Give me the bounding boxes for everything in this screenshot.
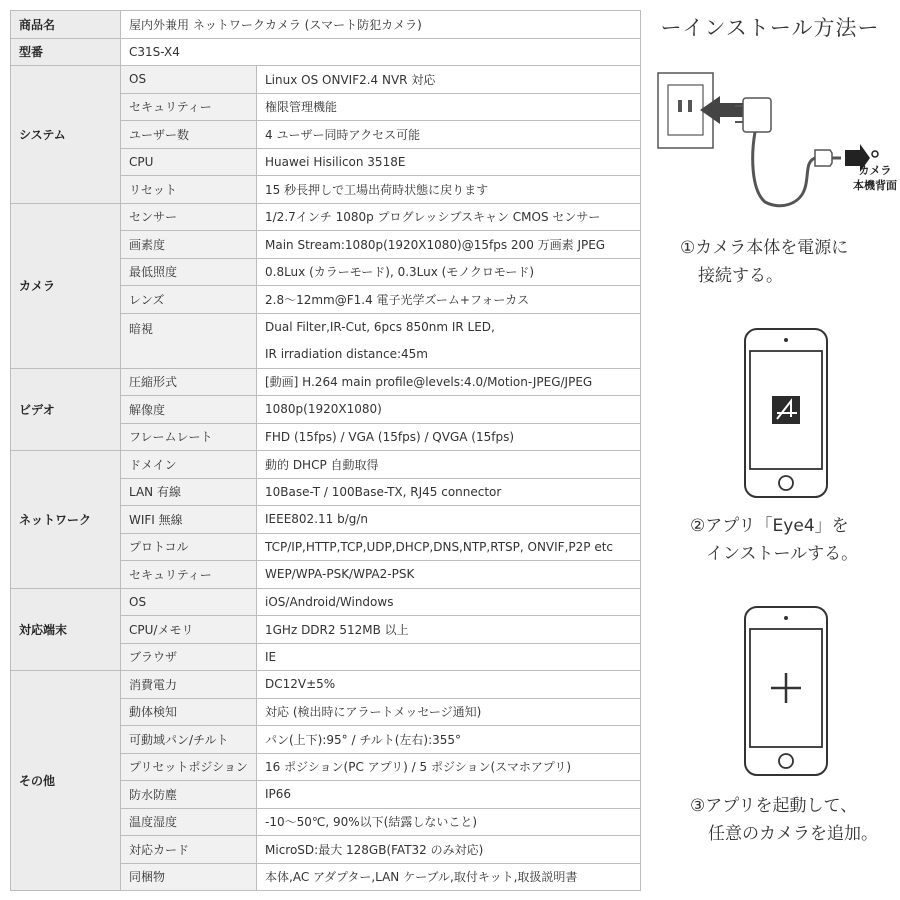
spec-value: 1/2.7インチ 1080p プログレッシブスキャン CMOS センサー bbox=[257, 203, 641, 231]
spec-value: 動的 DHCP 自動取得 bbox=[257, 451, 641, 479]
spec-category: 対応端末 bbox=[11, 588, 121, 671]
spec-label: 暗視 bbox=[121, 313, 257, 368]
spec-label: 防水防塵 bbox=[121, 781, 257, 809]
spec-value: 本体,AC アダプター,LAN ケーブル,取付キット,取扱説明書 bbox=[257, 863, 641, 891]
install-panel bbox=[650, 0, 900, 900]
spec-value: 屋内外兼用 ネットワークカメラ (スマート防犯カメラ) bbox=[121, 11, 641, 39]
spec-value: Huawei Hisilicon 3518E bbox=[257, 148, 641, 176]
diagram-label-rear: 本機背面 bbox=[853, 179, 897, 192]
spec-value: IP66 bbox=[257, 781, 641, 809]
spec-value: TCP/IP,HTTP,TCP,UDP,DHCP,DNS,NTP,RTSP, ONVIF,P2P etc bbox=[257, 533, 641, 561]
spec-value: 0.8Lux (カラーモード), 0.3Lux (モノクロモード) bbox=[257, 258, 641, 286]
spec-label: 圧縮形式 bbox=[121, 368, 257, 396]
diagram-label-camera: カメラ bbox=[858, 164, 892, 177]
spec-value: パン(上下):95° / チルト(左右):355° bbox=[257, 726, 641, 754]
spec-value: IEEE802.11 b/g/n bbox=[257, 506, 641, 534]
spec-category: 商品名 bbox=[11, 11, 121, 39]
spec-label: 解像度 bbox=[121, 396, 257, 424]
spec-label: ドメイン bbox=[121, 451, 257, 479]
spec-value: C31S-X4 bbox=[121, 38, 641, 66]
spec-value: Main Stream:1080p(1920X1080)@15fps 200 万画素 JPEG bbox=[257, 231, 641, 259]
spec-value: Linux OS ONVIF2.4 NVR 対応 bbox=[257, 66, 641, 94]
spec-value: DC12V±5% bbox=[257, 671, 641, 699]
spec-value: 対応 (検出時にアラートメッセージ通知) bbox=[257, 698, 641, 726]
spec-value: 1080p(1920X1080) bbox=[257, 396, 641, 424]
step-1-line-2: 接続する。 bbox=[698, 266, 783, 286]
spec-value: 4 ユーザー同時アクセス可能 bbox=[257, 121, 641, 149]
spec-value: 10Base-T / 100Base-TX, RJ45 connector bbox=[257, 478, 641, 506]
spec-category: 型番 bbox=[11, 38, 121, 66]
spec-label: OS bbox=[121, 588, 257, 616]
phone-add-icon bbox=[743, 605, 829, 777]
spec-row bbox=[11, 203, 641, 231]
spec-table-body bbox=[11, 11, 641, 891]
spec-label: 最低照度 bbox=[121, 258, 257, 286]
spec-value: 権限管理機能 bbox=[257, 93, 641, 121]
spec-value bbox=[257, 313, 641, 368]
spec-value-line: IR irradiation distance:45m bbox=[265, 346, 428, 361]
spec-label: LAN 有線 bbox=[121, 478, 257, 506]
spec-row bbox=[11, 38, 641, 66]
spec-row bbox=[11, 66, 641, 94]
spec-label: センサー bbox=[121, 203, 257, 231]
spec-label: プロトコル bbox=[121, 533, 257, 561]
spec-label: フレームレート bbox=[121, 423, 257, 451]
spec-category: システム bbox=[11, 66, 121, 204]
install-step-2 bbox=[650, 512, 900, 568]
install-step-3 bbox=[650, 792, 900, 848]
spec-value: 2.8〜12mm@F1.4 電子光学ズーム+フォーカス bbox=[257, 286, 641, 314]
spec-label: リセット bbox=[121, 176, 257, 204]
spec-row bbox=[11, 11, 641, 39]
spec-label: ユーザー数 bbox=[121, 121, 257, 149]
spec-value: 1GHz DDR2 512MB 以上 bbox=[257, 616, 641, 644]
spec-table bbox=[10, 10, 641, 891]
spec-row bbox=[11, 368, 641, 396]
spec-value-line: Dual Filter,IR-Cut, 6pcs 850nm IR LED, bbox=[265, 319, 495, 334]
spec-label: 消費電力 bbox=[121, 671, 257, 699]
spec-category: カメラ bbox=[11, 203, 121, 368]
spec-label: 動体検知 bbox=[121, 698, 257, 726]
spec-label: ブラウザ bbox=[121, 643, 257, 671]
spec-value: WEP/WPA-PSK/WPA2-PSK bbox=[257, 561, 641, 589]
spec-category: ビデオ bbox=[11, 368, 121, 451]
spec-row bbox=[11, 588, 641, 616]
spec-value: -10〜50℃, 90%以下(結露しないこと) bbox=[257, 808, 641, 836]
spec-label: レンズ bbox=[121, 286, 257, 314]
power-cable-icon bbox=[753, 132, 815, 206]
power-connection-illustration bbox=[655, 70, 900, 215]
spec-value: 16 ポジション(PC アプリ) / 5 ポジション(スマホアプリ) bbox=[257, 753, 641, 781]
spec-label: 温度湿度 bbox=[121, 808, 257, 836]
spec-label: WIFI 無線 bbox=[121, 506, 257, 534]
step-2-line-1: ②アプリ「Eye4」を bbox=[690, 516, 849, 536]
spec-value: FHD (15fps) / VGA (15fps) / QVGA (15fps) bbox=[257, 423, 641, 451]
phone-app-icon bbox=[743, 327, 829, 499]
ac-adapter-icon bbox=[743, 98, 771, 132]
step-2-line-2: インストールする。 bbox=[706, 544, 859, 564]
spec-category: その他 bbox=[11, 671, 121, 891]
spec-row bbox=[11, 671, 641, 699]
spec-label: 可動域パン/チルト bbox=[121, 726, 257, 754]
step-3-line-2: 任意のカメラを追加。 bbox=[708, 824, 878, 844]
step-1-line-1: ①カメラ本体を電源に bbox=[680, 238, 849, 258]
spec-value: 15 秒長押しで工場出荷時状態に戻ります bbox=[257, 176, 641, 204]
spec-label: CPU bbox=[121, 148, 257, 176]
spec-value: iOS/Android/Windows bbox=[257, 588, 641, 616]
spec-value: IE bbox=[257, 643, 641, 671]
spec-category: ネットワーク bbox=[11, 451, 121, 589]
spec-label: OS bbox=[121, 66, 257, 94]
spec-label: プリセットポジション bbox=[121, 753, 257, 781]
spec-label: CPU/メモリ bbox=[121, 616, 257, 644]
spec-row bbox=[11, 451, 641, 479]
install-title: ーインストール方法ー bbox=[660, 16, 880, 40]
spec-label: セキュリティー bbox=[121, 93, 257, 121]
spec-label: 対応カード bbox=[121, 836, 257, 864]
spec-value: [動画] H.264 main profile@levels:4.0/Motion-JPEG/JPEG bbox=[257, 368, 641, 396]
spec-label: 同梱物 bbox=[121, 863, 257, 891]
spec-label: セキュリティー bbox=[121, 561, 257, 589]
step-3-line-1: ③アプリを起動して、 bbox=[690, 796, 858, 816]
install-step-1 bbox=[650, 234, 900, 290]
spec-value: MicroSD:最大 128GB(FAT32 のみ対応) bbox=[257, 836, 641, 864]
spec-label: 画素度 bbox=[121, 231, 257, 259]
